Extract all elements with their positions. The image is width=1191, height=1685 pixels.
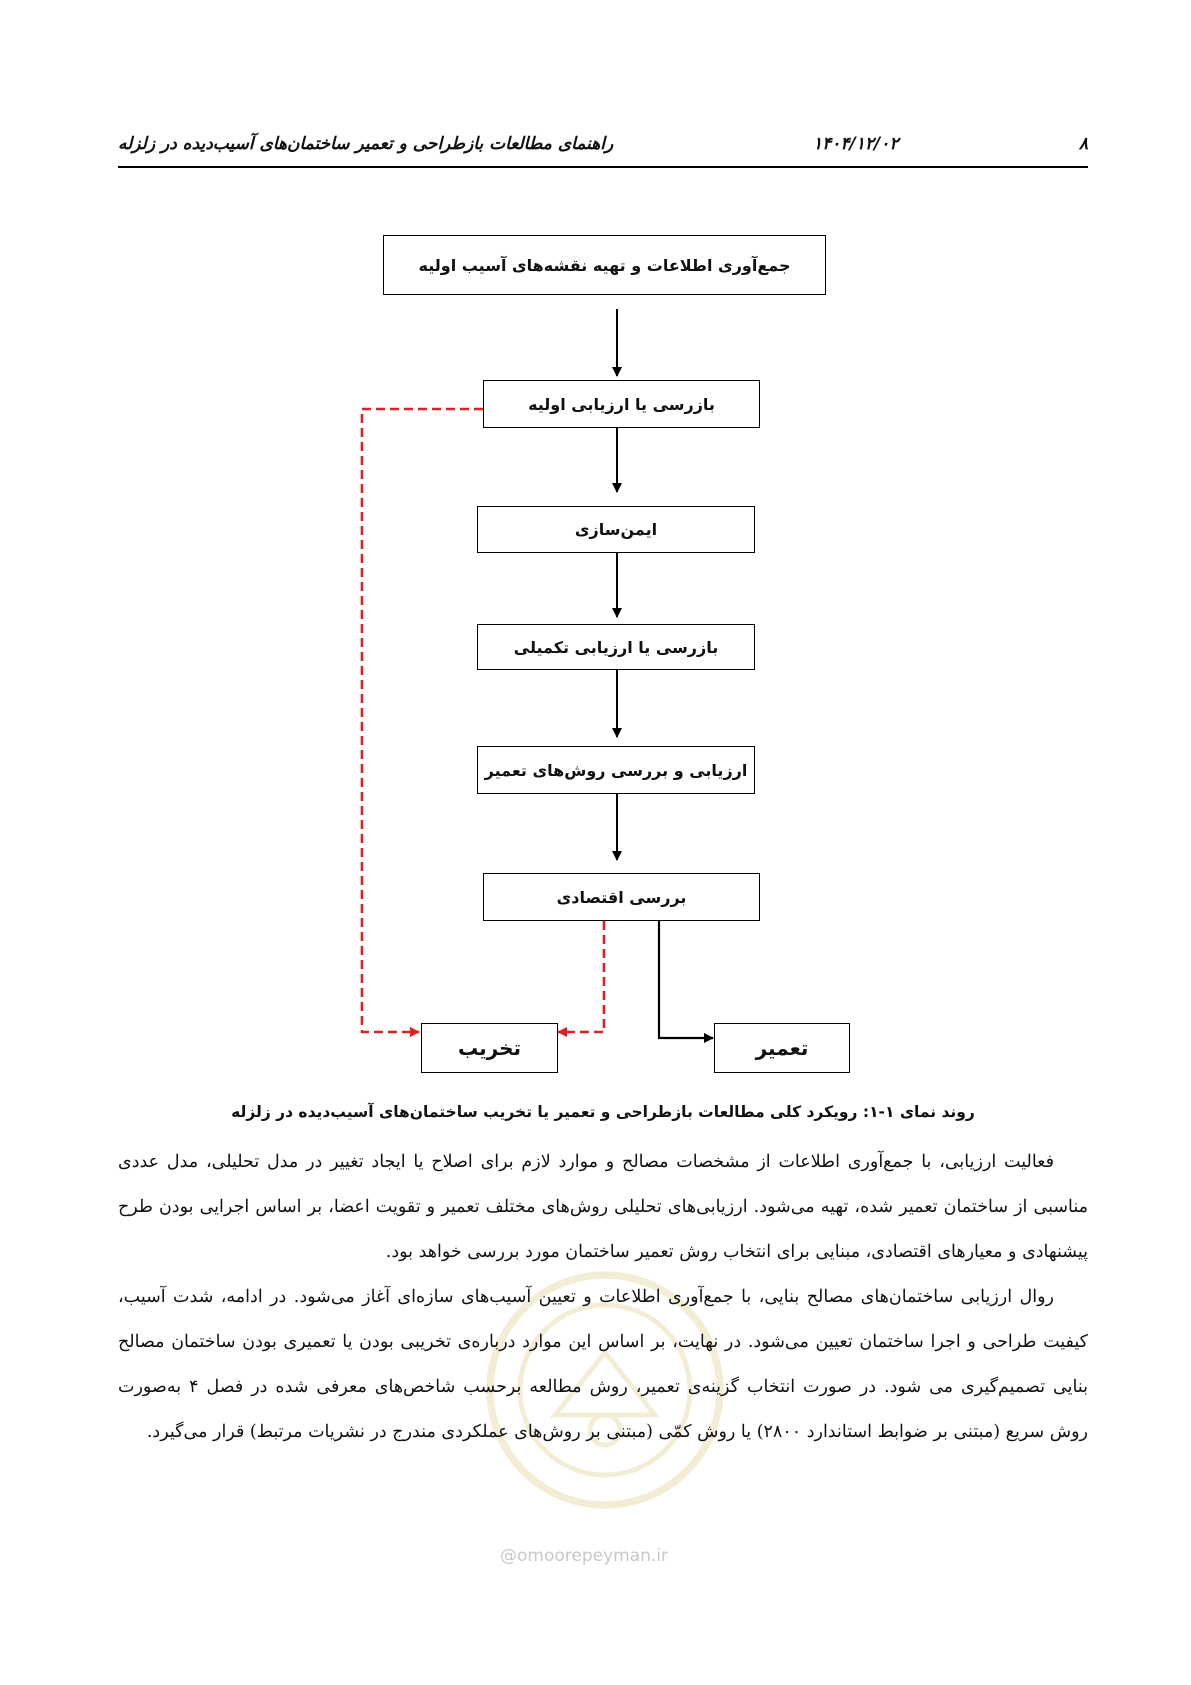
- flow-box-repair: تعمیر: [714, 1023, 850, 1073]
- flow-box-initial-inspection: بازرسی یا ارزیابی اولیه: [483, 380, 760, 428]
- flow-box-safety: ایمن‌سازی: [477, 506, 755, 553]
- body-text: [118, 1140, 1088, 1455]
- arrow-economic-to-repair: [659, 921, 713, 1038]
- paragraph-evaluation: فعالیت ارزیابی، با جمع‌آوری اطلاعات از مشخصات مصالح و موارد لازم برای اصلاح یا ایجاد تغییر در مدل تحلیلی، مدل عددی مناسبی از ساختمان تعمیر شده، تهیه می‌شود. ارزیابی‌های تحلیلی روش‌های مختلف تعمیر و تقویت اعضا، بر اساس اجرایی بودن طرح پیشنهادی و معیارهای اقتصادی، مبنایی برای انتخاب روش تعمیر ساختمان مورد بررسی خواهد بود.: [118, 1152, 1088, 1262]
- flow-box-repair-methods: ارزیابی و بررسی روش‌های تعمیر: [477, 746, 755, 794]
- paragraph-masonry: روال ارزیابی ساختمان‌های مصالح بنایی، با جمع‌آوری اطلاعات و تعیین آسیب‌های سازه‌ای آغاز می‌شود. در ادامه، شدت آسیب، کیفیت طراحی و اجرا ساختمان تعیین می‌شود. در نهایت، بر اساس این موارد درباره‌ی تخریبی بودن یا تعمیری بودن ساختمان مصالح بنایی تصمیم‌گیری می شود. در صورت انتخاب گزینه‌ی تعمیر، روش مطالعه برحسب شاخص‌های معرفی شده در فصل ۴ به‌صورت روش سریع (مبتنی بر ضوابط استاندارد ۲۸۰۰) یا روش کمّی (مبتنی بر روش‌های عملکردی مندرج در نشریات مرتبط) قرار می‌گیرد.: [118, 1287, 1088, 1442]
- dashed-arrow-inspection-to-demolition: [362, 409, 483, 1032]
- flow-box-demolition: تخریب: [421, 1023, 558, 1073]
- flow-box-detailed-inspection: بازرسی یا ارزیابی تکمیلی: [477, 624, 755, 670]
- header-date: ۱۴۰۴/۱۲/۰۲: [813, 134, 899, 154]
- header-title: راهنمای مطالعات بازطراحی و تعمیر ساختمان‌های آسیب‌دیده در زلزله: [118, 134, 614, 154]
- figure-caption: روند نمای ۱-۱: رویکرد کلی مطالعات بازطراحی و تعمیر یا تخریب ساختمان‌های آسیب‌دیده در زلزله: [231, 1103, 975, 1121]
- dashed-arrow-economic-to-demolition: [558, 921, 604, 1032]
- flow-box-economic-review: بررسی اقتصادی: [483, 873, 760, 921]
- page-number: ۸: [1078, 134, 1088, 154]
- flow-box-data-collection: جمع‌آوری اطلاعات و تهیه نقشه‌های آسیب اولیه: [383, 235, 826, 295]
- watermark-site: @omoorepeyman.ir: [500, 1546, 669, 1566]
